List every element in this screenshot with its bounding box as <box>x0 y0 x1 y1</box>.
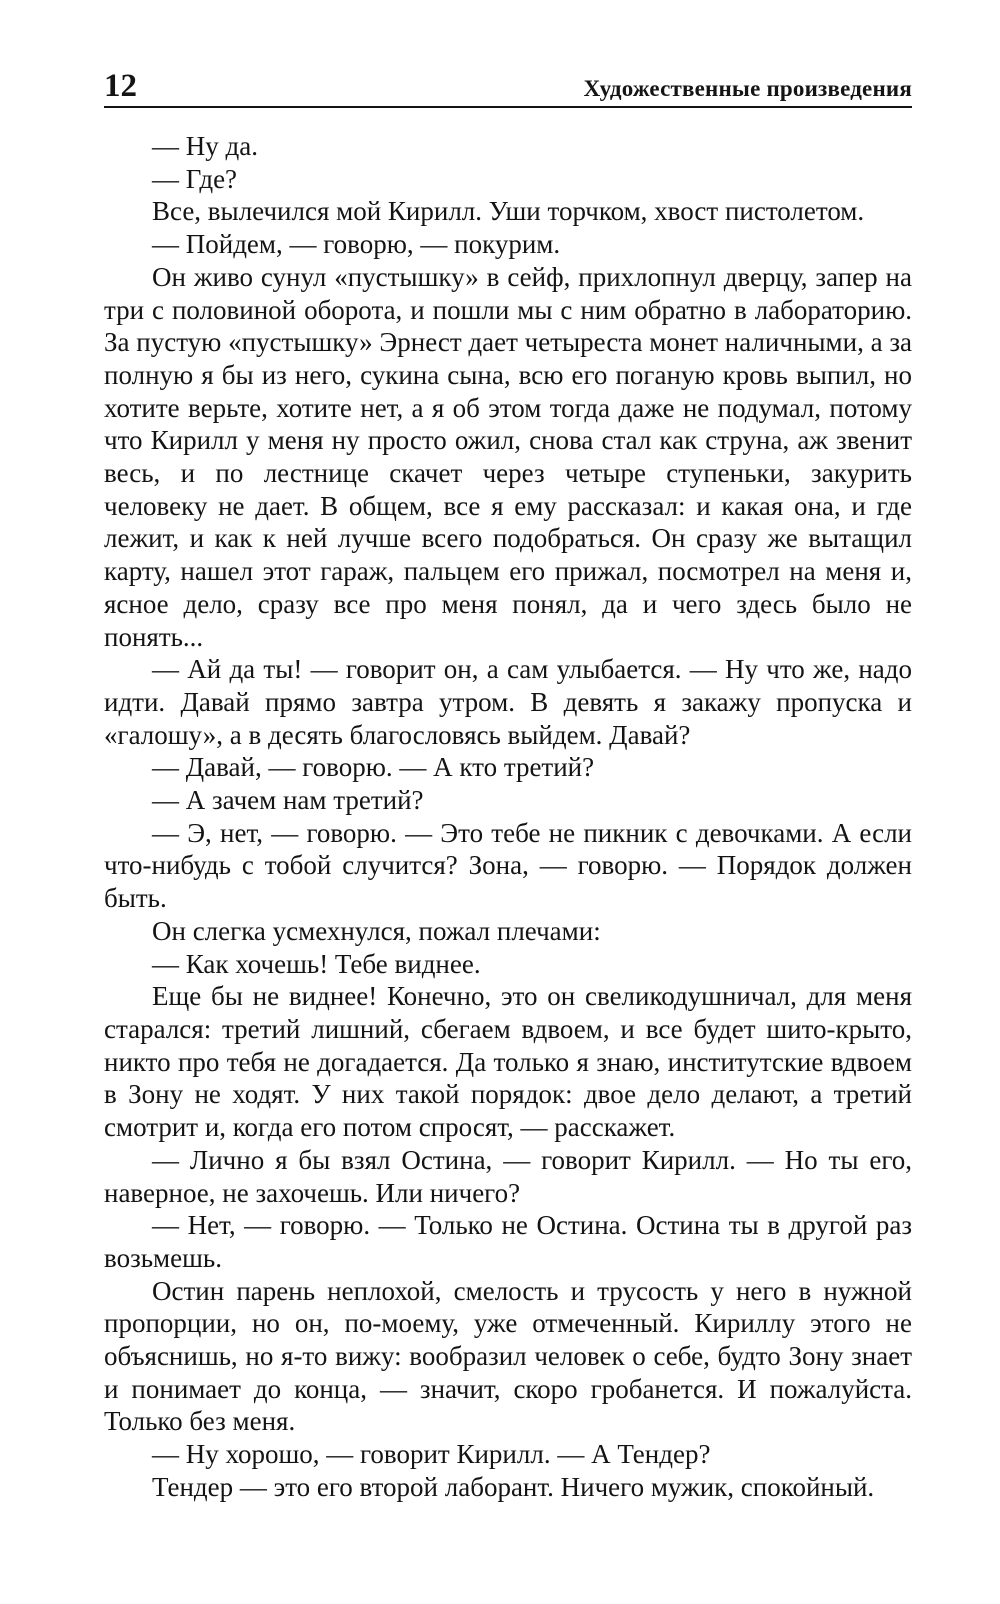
paragraph: Все, вылечился мой Кирилл. Уши торчком, хвост пистолетом. <box>152 196 865 227</box>
paragraph: — Ну хорошо, — говорит Кирилл. — А Тендер? <box>152 1439 711 1470</box>
paragraph: — Лично я бы взял Остина, — говорит Кирилл. — Но ты его, наверное, не захочешь. Или ничего? <box>104 1144 912 1208</box>
body-text <box>104 130 912 1504</box>
paragraph: — Как хочешь! Тебе виднее. <box>152 948 481 979</box>
paragraph: — Э, нет, — говорю. — Это тебе не пикник с девочками. А если что-нибудь с тобой случится? Зона, — говорю. — Порядок должен быть. <box>104 817 912 914</box>
running-header <box>104 62 912 108</box>
page-number: 12 <box>104 68 137 104</box>
section-title: Художественные произведения <box>583 76 912 101</box>
paragraph: — Давай, — говорю. — А кто третий? <box>152 752 595 783</box>
paragraph: — Пойдем, — говорю, — покурим. <box>152 229 561 260</box>
paragraph: — Ну да. <box>152 131 258 161</box>
paragraph: Он слегка усмехнулся, пожал плечами: <box>152 915 601 946</box>
paragraph: Тендер — это его второй лаборант. Ничего мужик, спокойный. <box>152 1471 875 1502</box>
paragraph: — Ай да ты! — говорит он, а сам улыбается. — Ну что же, надо идти. Давай прямо завтра утром. В девять я закажу пропуска и «галошу», а в десять благословясь выйдем. Давай? <box>104 654 912 750</box>
paragraph: — Где? <box>152 163 238 194</box>
paragraph: Он живо сунул «пустышку» в сейф, прихлопнул дверцу, запер на три с половиной оборота, и пошли мы с ним обратно в лабораторию. За пустую «пустышку» Эрнест дает четыреста монет наличными, а за полную я бы из него, сукина сына, всю его поганую кровь выпил, но хотите верьте, хотите нет, а я об этом тогда даже не подумал, потому что Кирилл у меня ну просто ожил, снова стал как струна, аж звенит весь, и по лестнице скачет через четыре ступеньки, закурить человеку не дает. В общем, все я ему рассказал: и какая она, и где лежит, и как к ней лучше всего подобраться. Он сразу же вытащил карту, нашел этот гараж, пальцем его прижал, посмотрел на меня и, ясное дело, сразу все про меня понял, да и чего здесь было не понять... <box>104 261 912 652</box>
paragraph: — Нет, — говорю. — Только не Остина. Остина ты в другой раз возьмешь. <box>104 1210 912 1273</box>
paragraph: — А зачем нам третий? <box>152 785 424 816</box>
paragraph: Еще бы не виднее! Конечно, это он свеликодушничал, для меня старался: третий лишний, сбегаем вдвоем, и все будет шито-крыто, никто про тебя не догадается. Да только я знаю, институтские вдвоем в Зону не ходят. У них такой порядок: двое дело делают, а третий смотрит и, когда его потом спросят, — расскажет. <box>104 981 912 1143</box>
paragraph: Остин парень неплохой, смелость и трусость у него в нужной пропорции, но он, по-моему, уже отмеченный. Кириллу этого не объяснишь, но я-то вижу: вообразил человек о себе, будто Зону знает и понимает до конца, — значит, скоро гробанется. И пожалуйста. Только без меня. <box>104 1275 912 1437</box>
